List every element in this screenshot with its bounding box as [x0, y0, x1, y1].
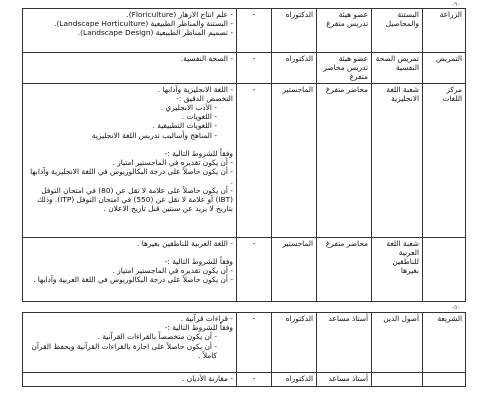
condition-line: - علم انتاج الازهار (Floriculture). [126, 10, 233, 19]
table-row [23, 313, 466, 373]
field-cell [423, 237, 466, 301]
conditions-cell [23, 313, 237, 373]
conditions-cell [23, 83, 237, 237]
condition-line: - البستنة والمناظر الطبيعية (Landscape Horticulture). [54, 19, 233, 29]
degree-cell: الدكتوراه [272, 373, 317, 387]
job-cell: أستاذ مساعد [317, 373, 372, 387]
conditions-cell [23, 53, 237, 84]
condition-line: - المناهج وأساليب تدريس اللغة الانجليزية [91, 130, 217, 140]
condition-line: - قراءات قرآنية . [180, 314, 233, 323]
section-cell: البستنة والمحاصيل [372, 9, 423, 53]
condition-line: - الأدب الانجليزي . [160, 103, 217, 113]
condition-line: - أن يكون حاصلاً على علامة لا تقل عن (80) في امتحان التوفل (IBT) أو علامة لا تقل عن (550) في امتحان التوفل (ITP). وذلك بتاريخ لا يزيد عن سنتين قبل تاريخ الاعلان . [37, 185, 233, 214]
conditions-cell [23, 373, 237, 387]
dash-cell: - [237, 9, 272, 53]
section-cell: شعبة اللغة العربية للناطقين بغيرها [372, 237, 423, 301]
conditions-cell [23, 9, 237, 53]
section-cell: تمريض الصحة النفسية [372, 53, 423, 84]
dash-cell: - [237, 373, 272, 387]
field-cell: التمريض [423, 53, 466, 84]
job-cell: محاضر متفرغ [317, 237, 372, 301]
section-cell: شعبة اللغة الانجليزية [372, 83, 423, 237]
jobs-table-1 [22, 8, 466, 302]
condition-line [26, 248, 233, 257]
condition-line: - الصحة النفسية. [180, 54, 233, 63]
table-row [23, 83, 466, 237]
dash-cell: - [237, 313, 272, 373]
condition-line: - اللغويات . [181, 112, 217, 122]
degree-cell: الدكتوراه [272, 53, 317, 84]
job-cell: عضو هيئة تدريس متفرغ [317, 9, 372, 53]
field-cell: مركز اللغات [423, 83, 466, 237]
table-row [23, 373, 466, 387]
degree-cell: الماجستير [272, 237, 317, 301]
page-mark-bottom: -٥- [452, 304, 460, 311]
table-row [23, 53, 466, 84]
degree-cell: الدكتوراه [272, 313, 317, 373]
conditions-cell [23, 237, 237, 301]
dash-cell: - [237, 53, 272, 84]
degree-cell: الماجستير [272, 83, 317, 237]
condition-line: - أن يكون تقديره في الماجستير امتياز . [112, 158, 233, 168]
page-mark-top: -٩- [452, 1, 460, 8]
dash-cell: - [237, 237, 272, 301]
condition-line: وفقاً للشروط التالية :- [164, 323, 233, 333]
condition-line: - أن يكون متخصصاً بالقراءات القرآنية . [97, 332, 217, 342]
job-cell: محاضر متفرغ [317, 83, 372, 237]
condition-line: - اللغويات التطبيقية . [152, 121, 217, 131]
degree-cell: الدكتوراه [272, 9, 317, 53]
condition-line: - أن يكون حاصلاً على درجة البكالوريوس في اللغة الانجليزية وآدابها . [30, 167, 233, 186]
job-cell: أستاذ مساعد [317, 313, 372, 373]
condition-line: - مقارنة الأديان . [182, 374, 233, 383]
table-row [23, 237, 466, 301]
condition-line: - اللغة الانجليزية وآدابها . [157, 84, 233, 94]
condition-line: - تصميم المناظر الطبيعية (Landscape Design). [77, 28, 233, 38]
section-cell [372, 373, 423, 387]
condition-line: التخصص الدقيق :- [176, 93, 233, 103]
field-cell: الزراعة [423, 9, 466, 53]
condition-line: - أن يكون حاصلاً على درجة البكالوريوس في اللغة العربية وآدابها . [33, 275, 233, 285]
section-cell: أصول الدين [372, 313, 423, 373]
job-cell: عضو هيئة تدريس محاضر متفرغ [317, 53, 372, 84]
field-cell [423, 373, 466, 387]
condition-line: وفقاً للشروط التالية :- [164, 257, 233, 267]
table-row [23, 9, 466, 53]
condition-line: وفقاً للشروط التالية :- [164, 149, 233, 159]
jobs-table-2 [22, 312, 466, 387]
dash-cell: - [237, 83, 272, 237]
condition-line [26, 140, 233, 149]
condition-line: - أن يكون تقديره في الماجستير امتياز . [112, 266, 233, 276]
field-cell: الشريعة [423, 313, 466, 373]
condition-line: - أن يكون حاصلاً على اجازة بالقراءات القرآنية ويحفظ القرآن كاملاً . [31, 341, 217, 360]
condition-line: - اللغة العربية للناطقين بغيرها . [137, 238, 233, 248]
